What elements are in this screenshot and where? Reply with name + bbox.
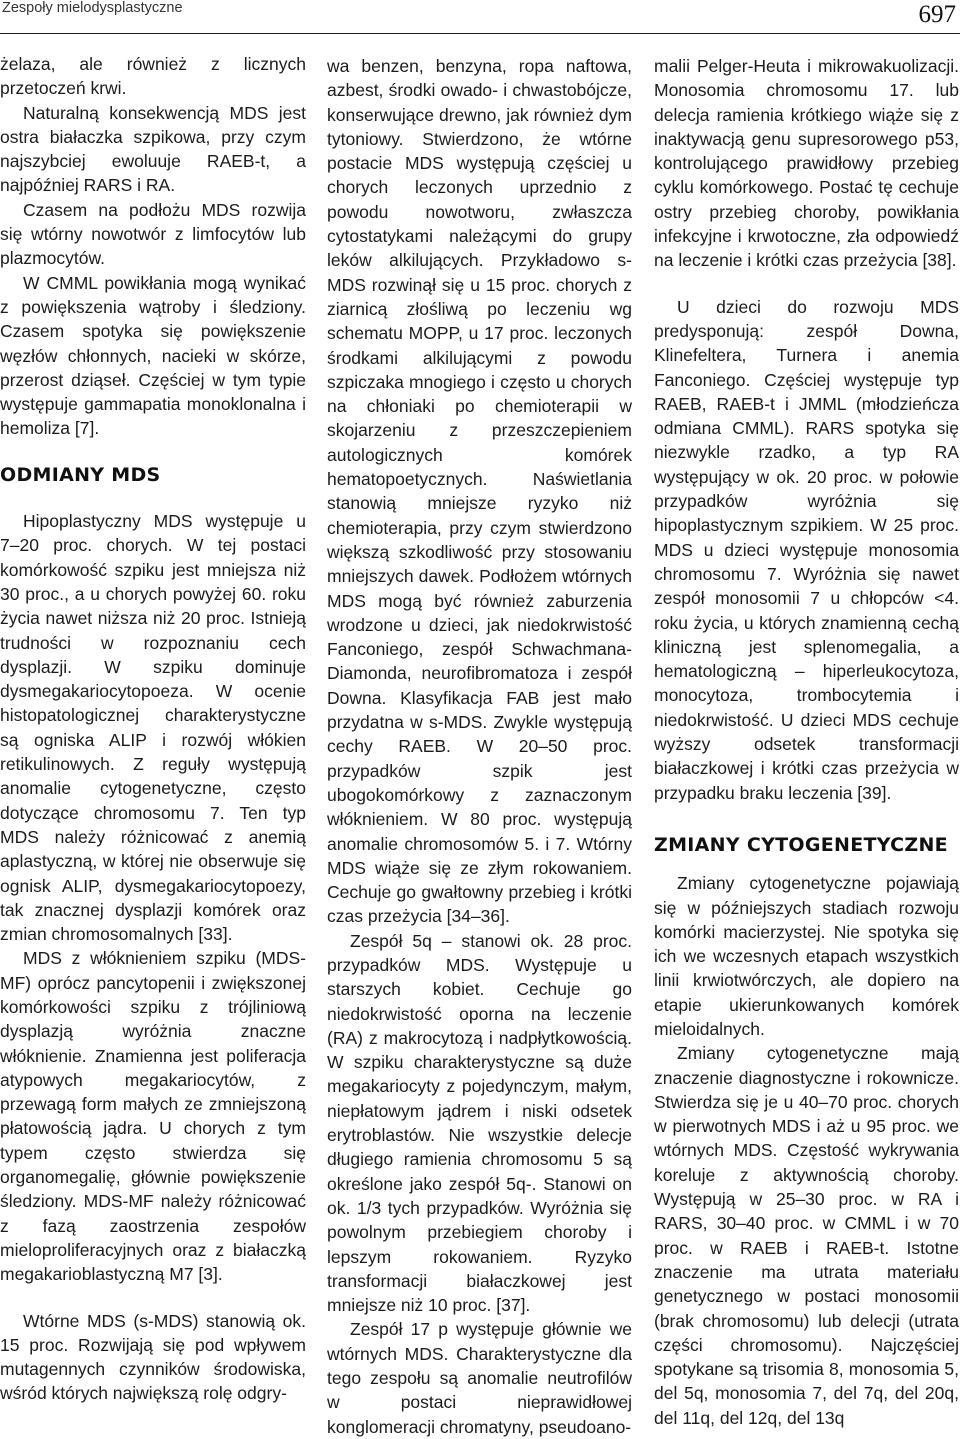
paragraph: Hipoplastyczny MDS występuje u 7–20 proc. chorych. W tej postaci komórkowość szpiku jest mniejsza niż 30 proc., a u chorych powyżej 60. roku życia nawet niższa niż 20 proc. Istnieją trudności w rozpoznaniu cech dysplazji. W szpiku dominuje dysmegakariocytopoeza. W ocenie histopatologicznej charakterystyczne są ogniska ALIP i rozwój włókien retikulinowych. Z reguły występują anomalie cytogenetyczne, często dotyczące chromosomu 7. Ten typ MDS należy różnicować z anemią aplastyczną, w której nie obserwuje się ognisk ALIP, dysmegakariocytopoezy, tak znacznej dysplazji komórek oraz zmian chromosomalnych [33].: [0, 511, 306, 945]
column-3: [654, 54, 959, 1430]
paragraph: wa benzen, benzyna, ropa naftowa, azbest, środki owado- i chwastobójcze, konserwujące drewno, jak również dym tytoniowy. Stwierdzono, że wtórne postacie MDS występują częściej u chorych leczonych uprzednio z powodu nowotworu, zwłaszcza cytostatykami należącymi do grupy leków alkilujących. Przykładowo s-MDS rozwinął się u 15 proc. chorych z ziarnicą złośliwą po leczeniu wg schematu MOPP, u 17 proc. leczonych środkami alkilującymi z powodu szpiczaka mnogiego i często u chorych na chłoniaki po chemioterapii w skojarzeniu z przeszczepieniem autologicznych komórek hematopoetycznych. Naświetlania stanowią mniejsze ryzyko niż chemioterapia, przy czym stwierdzono większą szkodliwość przy stosowaniu mniejszych dawek. Podłożem wtórnych MDS mogą być również zaburzenia wrodzone u dzieci, jak niedokrwistość Fanconiego, zespół Schwachmana-Diamonda, neurofibromatoza i zespół Downa. Klasyfikacja FAB jest mało przydatna w s-MDS. Zwykle występują cechy RAEB. W 20–50 proc. przypadków szpik jest ubogokomórkowy z zaznaczonym włóknieniem. W 80 proc. występują anomalie chromosomów 5. i 7. Wtórny MDS wiąże się ze złym rokowaniem. Cechuje go gwałtowny przebieg i krótki czas przeżycia [34–36].: [327, 56, 632, 927]
paragraph: Zmiany cytogenetyczne pojawiają się w późniejszych stadiach rozwoju komórki macierzystej. Nie spotyka się ich we wczesnych etapach wszystkich linii krwiotwórczych, ale dopiero na etapie ukierunkowanych komórek mieloidalnych.: [654, 873, 959, 1039]
running-head-title: Zespoły mielodysplastyczne: [2, 0, 183, 16]
paragraph: MDS z włóknieniem szpiku (MDS-MF) oprócz pancytopenii i zwiększonej komórkowości szpiku z trójliniową dysplazją wyróżnia znaczne włóknienie. Znamienna jest poliferacja atypowych megakariocytów, z przewagą form małych ze zmniejszoną płatowością jądra. U chorych z tym typem często stwierdza się organomegalię, głównie powiększenie śledziony. MDS-MF należy różnicować z fazą zaostrzenia zespołów mieloproliferacyjnych oraz z białaczką megakarioblastyczną M7 [3].: [0, 948, 306, 1285]
column-2: [327, 54, 632, 1439]
paragraph: Czasem na podłożu MDS rozwija się wtórny nowotwór z limfocytów lub plazmocytów.: [0, 199, 306, 269]
paragraph: Zespół 5q – stanowi ok. 28 proc. przypadków MDS. Występuje u starszych kobiet. Cechuje go niedokrwistość oporna na leczenie (RA) z makrocytozą i nadpłytkowością. W szpiku charakterystyczne są duże megakariocyty z pojedynczym, małym, niepłatowym jądrem i niski odsetek erytroblastów. Nie wszystkie delecje długiego ramienia chromosomu 5 są określone jako zespół 5q-. Stanowi on ok. 1/3 tych przypadków. Wyróżnia się powolnym przebiegiem choroby i lepszym rokowaniem. Ryzyko transformacji białaczkowej jest mniejsze niż 10 proc. [37].: [327, 930, 632, 1316]
section-heading: ZMIANY CYTOGENETYCZNE: [654, 833, 948, 856]
column-1: [0, 52, 306, 1406]
paragraph: malii Pelger-Heuta i mikrowakuolizacji. Monosomia chromosomu 17. lub delecja ramienia krótkiego wiąże się z inaktywacją genu supresorowego p53, kontrolującego prawidłowy przebieg cyklu komórkowego. Postać tę cechuje ostry przebieg choroby, powikłania infekcyjne i krwotoczne, zła odpowiedź na leczenie i krótki czas przeżycia [38].: [654, 56, 959, 271]
paragraph: U dzieci do rozwoju MDS predysponują: zespół Downa, Klinefeltera, Turnera i anemia Fanconiego. Częściej występuje typ RAEB, RAEB-t i JMML (młodzieńcza odmiana CMML). RARS spotyka się niezwykle rzadko, a typ RA występujący w ok. 20 proc. w połowie przypadków wyróżnia się hipoplastycznym szpikiem. W 25 proc. MDS u dzieci występuje monosomia chromosomu 7. Wyróżnia się nawet zespół monosomii 7 u chłopców <4. roku życia, u których znamienną cechą kliniczną jest splenomegalia, a hematologiczną – hiperleukocytoza, monocytoza, trombocytemia i niedokrwistość. U dzieci MDS cechuje wyższy odsetek transformacji białaczkowej i krótki czas przeżycia w przypadku braku leczenia [39].: [654, 296, 959, 803]
paragraph: W CMML powikłania mogą wynikać z powiększenia wątroby i śledziony. Czasem spotyka się powiększenie węzłów chłonnych, nacieki w skórze, przerost dziąseł. Częściej w tym typie występuje gammapatia monoklonalna i hemoliza [7].: [0, 272, 306, 439]
page-number: 697: [918, 1, 956, 28]
paragraph: żelaza, ale również z licznych przetoczeń krwi.: [0, 54, 306, 99]
section-heading: ODMIANY MDS: [0, 463, 161, 486]
paragraph: Zmiany cytogenetyczne mają znaczenie diagnostyczne i rokownicze. Stwierdza się je u 40–70 proc. chorych w pierwotnych MDS i aż u 95 proc. we wtórnych MDS. Częstość wykrywania koreluje z aktywnością choroby. Występują w 25–30 proc. w RA i RARS, 30–40 proc. w CMML i w 70 proc. w RAEB i RAEB-t. Istotne znaczenie ma utrata materiału genetycznego w postaci monosomii (brak chromosomu) lub delecji (utrata części chromosomu). Najczęściej spotykane są trisomia 8, monosomia 5, del 5q, monosomia 7, del 7q, del 20q, del 11q, del 12q, del 13q: [654, 1043, 959, 1428]
paragraph: Naturalną konsekwencją MDS jest ostra białaczka szpikowa, przy czym najszybciej ewoluuje RAEB-t, a najpóźniej RARS i RA.: [0, 102, 306, 196]
paragraph: Wtórne MDS (s-MDS) stanowią ok. 15 proc. Rozwijają się pod wpływem mutagennych czynników środowiska, wśród których największą rolę odgry-: [0, 1310, 306, 1404]
running-head: [0, 0, 960, 34]
paragraph: Zespół 17 p występuje głównie we wtórnych MDS. Charakterystyczne dla tego zespołu są anomalie neutrofilów w postaci nieprawidłowej konglomeracji chromatyny, pseudoano-: [327, 1319, 632, 1437]
